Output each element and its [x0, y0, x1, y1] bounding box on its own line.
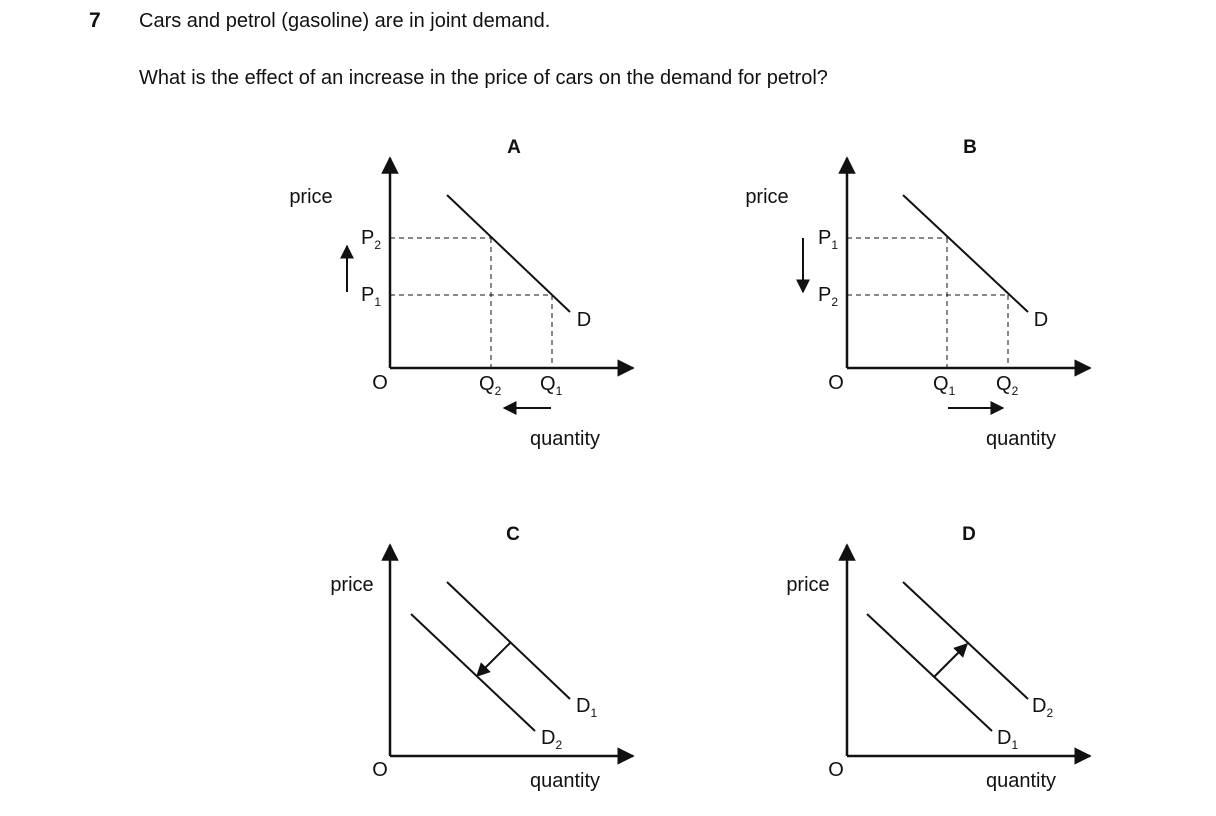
question-prompt: What is the effect of an increase in the price of cars on the demand for petrol? [139, 67, 828, 89]
option-d-letter: D [962, 524, 976, 545]
option-a-quantity-left-label: $Q_2$ [479, 373, 502, 398]
option-d-outer-demand-label: $D_2$ [1032, 695, 1054, 720]
option-b-price-low-label: $P_2$ [818, 284, 839, 309]
option-c-inner-demand-label: $D_2$ [541, 727, 563, 752]
option-b-letter: B [963, 137, 977, 158]
option-d-inner-demand-label: $D_1$ [997, 727, 1019, 752]
option-c-inner-demand-curve [411, 614, 535, 731]
option-b-quantity-left-label: $Q_1$ [933, 373, 956, 398]
option-d-quantity-label: quantity [985, 770, 1057, 792]
option-d-outer-demand-curve [903, 582, 1028, 699]
option-c-outer-demand-curve [447, 582, 570, 699]
option-b-demand-label: D [1033, 309, 1049, 331]
option-a-origin-label: O [372, 372, 388, 394]
option-b-origin-label: O [828, 372, 844, 394]
option-b-demand-curve [903, 195, 1028, 312]
option-a-price-label: price [289, 186, 333, 208]
option-b-price-label: price [745, 186, 789, 208]
option-d-shift-right-arrow [934, 644, 967, 677]
option-a-diagram [289, 137, 633, 450]
option-d-origin-label: O [828, 759, 844, 781]
option-a-price-high-label: $P_2$ [361, 227, 382, 252]
option-c-origin-label: O [372, 759, 388, 781]
option-a-demand-label: D [576, 309, 592, 331]
option-c-quantity-label: quantity [529, 770, 601, 792]
option-b-quantity-label: quantity [985, 428, 1057, 450]
option-d-inner-demand-curve [867, 614, 992, 731]
option-c-letter: C [506, 524, 520, 545]
option-c-diagram [330, 524, 633, 792]
question-statement: Cars and petrol (gasoline) are in joint demand. [139, 10, 551, 32]
option-a-demand-curve [447, 195, 570, 312]
option-b-price-high-label: $P_1$ [818, 227, 839, 252]
option-a-quantity-right-label: $Q_1$ [540, 373, 563, 398]
option-c-outer-demand-label: $D_1$ [576, 695, 598, 720]
option-a-quantity-label: quantity [529, 428, 601, 450]
option-a-letter: A [507, 137, 521, 158]
option-c-shift-left-arrow [477, 643, 510, 676]
option-d-price-label: price [786, 574, 830, 596]
question-number: 7 [89, 9, 101, 32]
option-d-diagram [786, 524, 1090, 792]
option-b-quantity-right-label: $Q_2$ [996, 373, 1019, 398]
option-c-price-label: price [330, 574, 374, 596]
option-a-price-low-label: $P_1$ [361, 284, 382, 309]
option-b-diagram [745, 137, 1090, 450]
